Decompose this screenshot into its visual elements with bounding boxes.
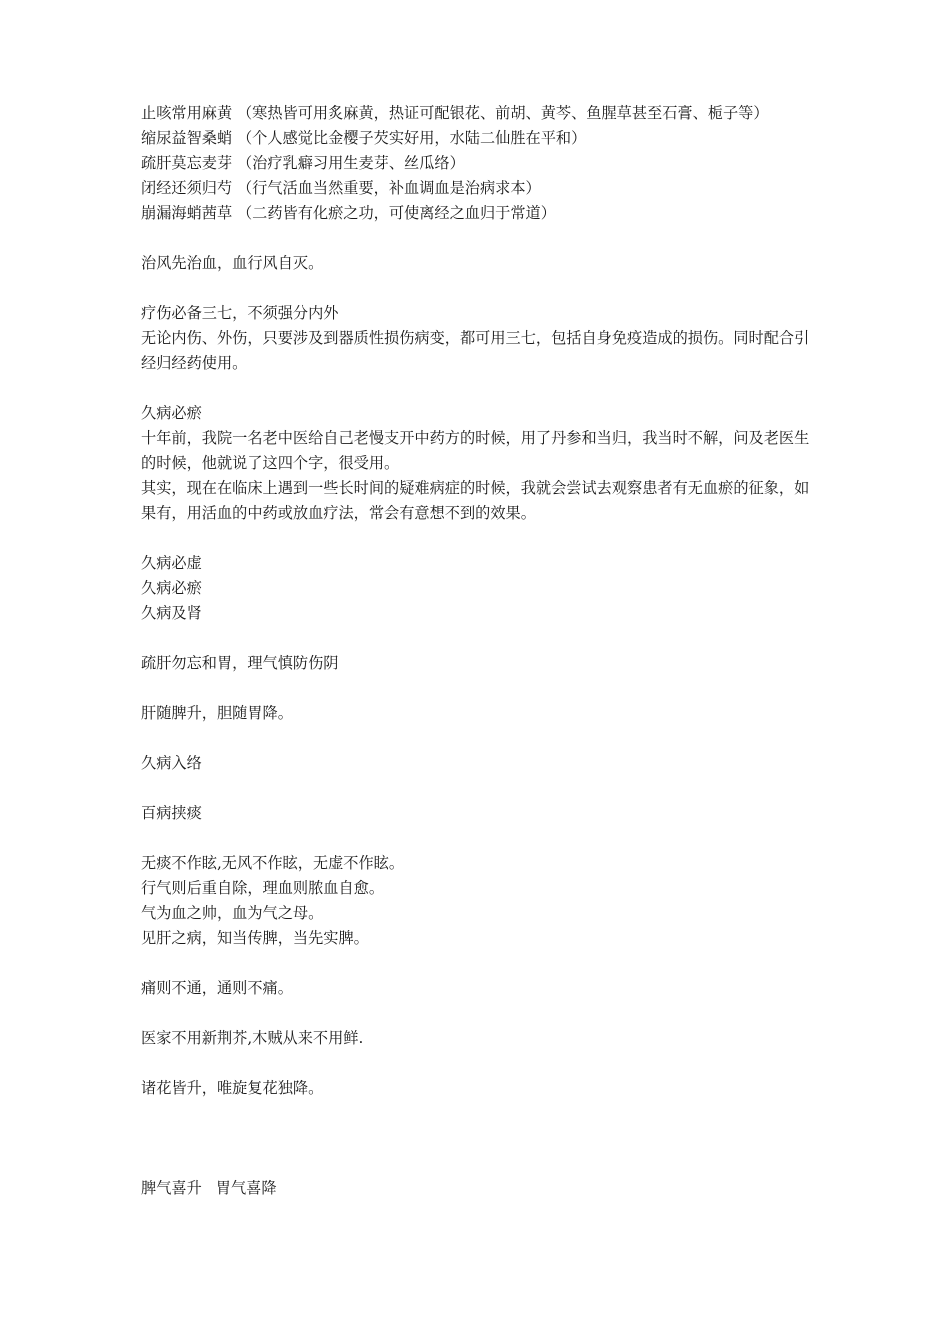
yu-heading: 久病必瘀 — [141, 404, 202, 422]
triad-line: 久病及肾 — [141, 604, 202, 622]
maxim-line: 见肝之病，知当传脾，当先实脾。 — [141, 929, 369, 947]
pain-maxim: 痛则不通，通则不痛。 — [141, 979, 293, 997]
yu-paragraph-1: 十年前，我院一名老中医给自己老慢支开中药方的时候，用了丹参和当归，我当时不解，问及老医生的时候，他就说了这四个字，很受用。 — [141, 429, 810, 472]
stomach-descending: 胃气喜降 — [215, 1179, 277, 1197]
verse-line: 疏肝莫忘麦芽 （治疗乳癖习用生麦芽、丝瓜络） — [141, 154, 465, 172]
phlegm-maxim: 百病挟痰 — [141, 804, 202, 822]
triad-line: 久病必瘀 — [141, 579, 202, 597]
yu-paragraph-2: 其实，现在在临床上遇到一些长时间的疑难病症的时候，我就会尝试去观察患者有无血瘀的征象，如果有，用活血的中药或放血疗法，常会有意想不到的效果。 — [141, 479, 810, 522]
wind-maxim: 治风先治血，血行风自灭。 — [141, 254, 324, 272]
verse-line: 闭经还须归芍 （行气活血当然重要，补血调血是治病求本） — [141, 179, 541, 197]
sanqi-heading: 疗伤必备三七，不须强分内外 — [141, 304, 339, 322]
verse-line: 缩尿益智桑蛸 （个人感觉比金樱子芡实好用，水陆二仙胜在平和） — [141, 129, 587, 147]
maxim-line: 行气则后重自除，理血则脓血自愈。 — [141, 879, 384, 897]
spleen-rising: 脾气喜升 — [141, 1179, 202, 1197]
document-page — [141, 101, 817, 1201]
jingjie-maxim: 医家不用新荆芥,木贼从来不用鲜. — [141, 1029, 364, 1047]
maxim-line: 气为血之帅，血为气之母。 — [141, 904, 324, 922]
maxim-line: 无痰不作眩,无风不作眩，无虚不作眩。 — [141, 854, 405, 872]
verse-line: 止咳常用麻黄 （寒热皆可用炙麻黄，热证可配银花、前胡、黄芩、鱼腥草甚至石膏、栀子等） — [141, 104, 769, 122]
triad-line: 久病必虚 — [141, 554, 202, 572]
verse-block — [141, 101, 817, 226]
collateral-maxim: 久病入络 — [141, 754, 202, 772]
spleen-stomach-line — [141, 1176, 817, 1201]
verse-line: 崩漏海蛸茜草 （二药皆有化瘀之功，可使离经之血归于常道） — [141, 204, 556, 222]
liver-stomach-maxim: 疏肝勿忘和胃，理气慎防伤阴 — [141, 654, 339, 672]
liver-spleen-maxim: 肝随脾升，胆随胃降。 — [141, 704, 293, 722]
xuanfu-maxim: 诸花皆升，唯旋复花独降。 — [141, 1079, 324, 1097]
sanqi-paragraph: 无论内伤、外伤，只要涉及到器质性损伤病变，都可用三七，包括自身免疫造成的损伤。同时配合引经归经药使用。 — [141, 329, 810, 372]
